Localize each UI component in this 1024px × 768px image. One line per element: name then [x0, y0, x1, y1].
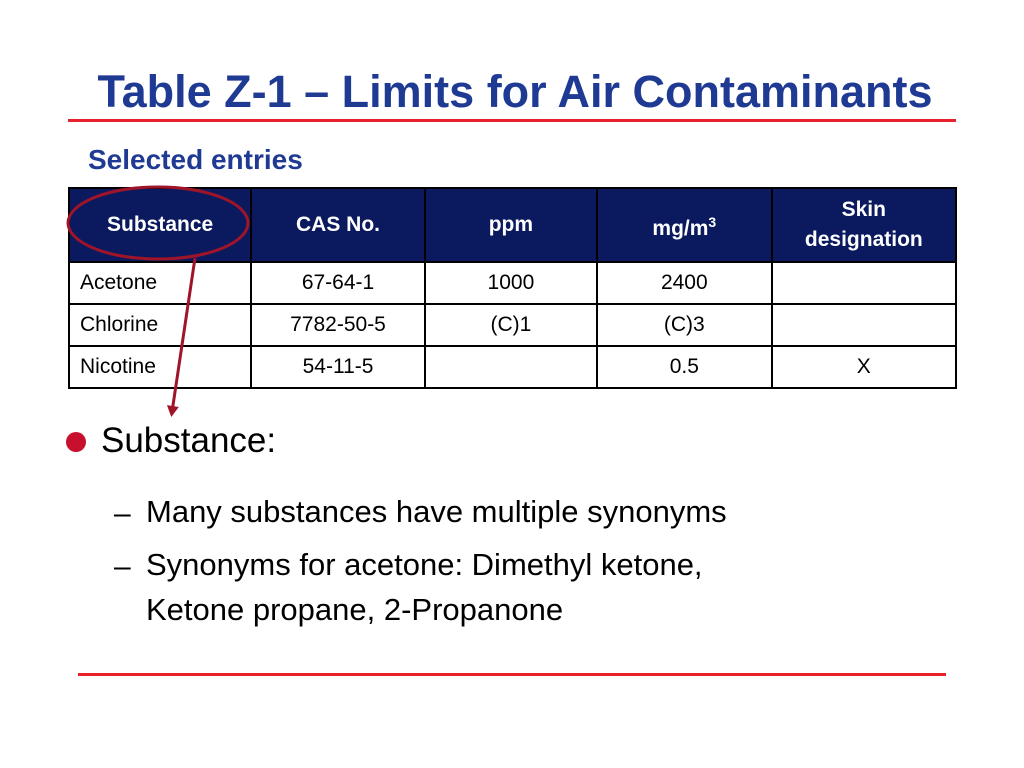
- sub-bullet-1: Many substances have multiple synonyms: [146, 494, 727, 529]
- slide-title: Table Z-1 – Limits for Air Contaminants: [97, 66, 933, 117]
- cell-cas: 54-11-5: [251, 346, 425, 388]
- cell-ppm: (C)1: [425, 304, 597, 346]
- sub-bullet-2-line2: Ketone propane, 2-Propanone: [146, 592, 564, 627]
- footer-rule: [78, 673, 946, 676]
- cell-ppm: 1000: [425, 262, 597, 304]
- dash-icon: –: [114, 550, 131, 583]
- dash-icon: –: [114, 497, 131, 530]
- cell-mg: (C)3: [597, 304, 772, 346]
- bullet-dot-icon: [66, 432, 86, 452]
- cell-substance: Chlorine: [69, 304, 251, 346]
- bullet-main-text: Substance:: [101, 421, 277, 460]
- cell-substance: Nicotine: [69, 346, 251, 388]
- cell-cas: 7782-50-5: [251, 304, 425, 346]
- cell-mg: 2400: [597, 262, 772, 304]
- header-skin-line1: Skin: [841, 198, 886, 221]
- slide-subtitle: Selected entries: [88, 144, 303, 175]
- cell-skin: X: [772, 346, 956, 388]
- highlight-ellipse: [68, 187, 248, 259]
- cell-mg: 0.5: [597, 346, 772, 388]
- cell-cas: 67-64-1: [251, 262, 425, 304]
- header-cas: CAS No.: [251, 188, 425, 262]
- header-skin-line2: designation: [804, 228, 923, 251]
- pointer-arrow: [172, 258, 195, 412]
- header-mg-exponent: 3: [708, 213, 717, 230]
- sub-bullet-2-line1: Synonyms for acetone: Dimethyl ketone,: [146, 547, 703, 582]
- header-ppm: ppm: [425, 188, 597, 262]
- cell-substance: Acetone: [69, 262, 251, 304]
- header-mg-base: mg/m: [652, 216, 709, 240]
- header-substance: Substance: [69, 188, 251, 262]
